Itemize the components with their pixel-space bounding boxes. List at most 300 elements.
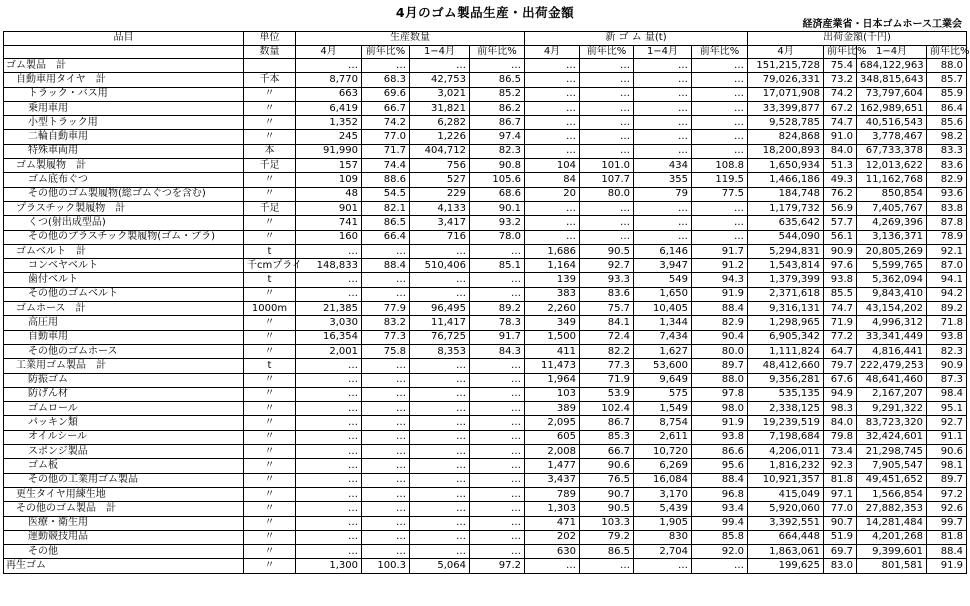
shipment-jan-apr-yoy: 95.1	[927, 402, 967, 416]
item-name: 医療・衛生用	[4, 516, 244, 530]
shipment-april: 1,543,814	[748, 259, 824, 273]
production-jan-apr-yoy: 86.2	[470, 101, 525, 115]
production-jan-apr-yoy: …	[470, 59, 525, 73]
production-jan-apr: 527	[410, 173, 470, 187]
shipment-jan-apr-yoy: 83.3	[927, 144, 967, 158]
production-april-yoy: …	[362, 473, 410, 487]
new-rubber-jan-apr-yoy: 93.4	[692, 502, 748, 516]
production-april-yoy: …	[362, 273, 410, 287]
new-rubber-april: 1,303	[525, 502, 580, 516]
new-rubber-jan-apr-yoy: 97.8	[692, 387, 748, 401]
new-rubber-jan-apr-yoy: 91.9	[692, 287, 748, 301]
item-name: パッキン類	[4, 416, 244, 430]
unit-cell: 本	[244, 144, 296, 158]
shipment-april-yoy: 90.7	[824, 516, 857, 530]
new-rubber-jan-apr-yoy: 91.2	[692, 259, 748, 273]
new-rubber-april: …	[525, 216, 580, 230]
production-jan-apr-yoy: …	[470, 387, 525, 401]
new-rubber-april: …	[525, 144, 580, 158]
new-rubber-jan-apr-yoy: 91.7	[692, 244, 748, 258]
new-rubber-april-yoy: 76.5	[580, 473, 634, 487]
production-jan-apr: …	[410, 445, 470, 459]
new-rubber-jan-apr: …	[634, 59, 692, 73]
shipment-jan-apr: 7,905,547	[857, 459, 927, 473]
item-name: 防げん材	[4, 387, 244, 401]
unit-cell: 〃	[244, 516, 296, 530]
new-rubber-april: 789	[525, 487, 580, 501]
shipment-jan-apr: 14,281,484	[857, 516, 927, 530]
shipment-jan-apr: 73,797,604	[857, 87, 927, 101]
unit-cell: 〃	[244, 330, 296, 344]
production-april: …	[296, 530, 362, 544]
shipment-jan-apr: 40,516,543	[857, 116, 927, 130]
production-jan-apr: …	[410, 545, 470, 559]
shipment-april: 635,642	[748, 216, 824, 230]
unit-cell: 〃	[244, 373, 296, 387]
header-yoy: 前年比%	[580, 45, 634, 59]
shipment-april-yoy: 94.9	[824, 387, 857, 401]
new-rubber-jan-apr: 575	[634, 387, 692, 401]
shipment-april: 1,650,934	[748, 159, 824, 173]
production-april: 157	[296, 159, 362, 173]
production-jan-apr: 4,133	[410, 201, 470, 215]
new-rubber-jan-apr: 53,600	[634, 359, 692, 373]
new-rubber-april-yoy: …	[580, 101, 634, 115]
new-rubber-jan-apr: 10,720	[634, 445, 692, 459]
shipment-jan-apr-yoy: 83.8	[927, 201, 967, 215]
new-rubber-jan-apr: …	[634, 101, 692, 115]
production-april: …	[296, 287, 362, 301]
table-body	[4, 59, 967, 574]
production-jan-apr-yoy: 97.2	[470, 559, 525, 573]
shipment-jan-apr: 4,816,441	[857, 344, 927, 358]
new-rubber-april: …	[525, 73, 580, 87]
production-april-yoy: 66.4	[362, 230, 410, 244]
item-name: その他のゴムベルト	[4, 287, 244, 301]
new-rubber-jan-apr-yoy: 95.6	[692, 459, 748, 473]
production-jan-apr-yoy: 86.7	[470, 116, 525, 130]
unit-cell: 〃	[244, 559, 296, 573]
new-rubber-jan-apr-yoy: 98.0	[692, 402, 748, 416]
table-row	[4, 116, 967, 130]
unit-cell: 〃	[244, 530, 296, 544]
new-rubber-jan-apr-yoy: …	[692, 201, 748, 215]
new-rubber-april-yoy: …	[580, 87, 634, 101]
table-row	[4, 402, 967, 416]
shipment-april-yoy: 69.7	[824, 545, 857, 559]
production-jan-apr-yoy: …	[470, 530, 525, 544]
production-april-yoy: …	[362, 359, 410, 373]
shipment-april: 151,215,728	[748, 59, 824, 73]
new-rubber-jan-apr: 16,084	[634, 473, 692, 487]
shipment-jan-apr: 48,641,460	[857, 373, 927, 387]
unit-cell: 〃	[244, 130, 296, 144]
shipment-jan-apr-yoy: 98.2	[927, 130, 967, 144]
shipment-jan-apr-yoy: 86.4	[927, 101, 967, 115]
shipment-april-yoy: 49.3	[824, 173, 857, 187]
production-april-yoy: …	[362, 387, 410, 401]
production-april-yoy: 54.5	[362, 187, 410, 201]
item-name: ゴムホース 計	[4, 302, 244, 316]
production-jan-apr: 1,226	[410, 130, 470, 144]
shipment-april: 6,905,342	[748, 330, 824, 344]
shipment-jan-apr-yoy: 94.1	[927, 273, 967, 287]
table-row	[4, 359, 967, 373]
production-jan-apr-yoy: 97.4	[470, 130, 525, 144]
new-rubber-april: 202	[525, 530, 580, 544]
shipment-jan-apr: 49,451,652	[857, 473, 927, 487]
header-production: 生産数量	[296, 32, 525, 46]
production-jan-apr: 11,417	[410, 316, 470, 330]
new-rubber-april: 139	[525, 273, 580, 287]
item-name: 歯付ベルト	[4, 273, 244, 287]
production-april-yoy: 82.1	[362, 201, 410, 215]
new-rubber-april-yoy: 77.3	[580, 359, 634, 373]
shipment-april: 17,071,908	[748, 87, 824, 101]
shipment-jan-apr-yoy: 81.8	[927, 530, 967, 544]
item-name: トラック・バス用	[4, 87, 244, 101]
new-rubber-jan-apr: 549	[634, 273, 692, 287]
production-april: 1,352	[296, 116, 362, 130]
shipment-jan-apr: 3,778,467	[857, 130, 927, 144]
new-rubber-april-yoy: 82.2	[580, 344, 634, 358]
new-rubber-april-yoy: …	[580, 59, 634, 73]
production-april: 148,833	[296, 259, 362, 273]
new-rubber-april: …	[525, 130, 580, 144]
table-row	[4, 416, 967, 430]
production-jan-apr: …	[410, 430, 470, 444]
table-row	[4, 302, 967, 316]
new-rubber-jan-apr-yoy: 80.0	[692, 344, 748, 358]
new-rubber-april-yoy: 86.7	[580, 416, 634, 430]
production-jan-apr-yoy: …	[470, 273, 525, 287]
item-name: 自動車用タイヤ 計	[4, 73, 244, 87]
new-rubber-jan-apr-yoy: 96.8	[692, 487, 748, 501]
production-april-yoy: 88.4	[362, 259, 410, 273]
shipment-jan-apr: 4,269,396	[857, 216, 927, 230]
new-rubber-jan-apr: 1,344	[634, 316, 692, 330]
production-april-yoy: …	[362, 430, 410, 444]
header-april: 4月	[525, 45, 580, 59]
production-april: …	[296, 373, 362, 387]
table-row	[4, 230, 967, 244]
shipment-april-yoy: 56.1	[824, 230, 857, 244]
new-rubber-april: 471	[525, 516, 580, 530]
shipment-april: 2,338,125	[748, 402, 824, 416]
production-april-yoy: 69.6	[362, 87, 410, 101]
new-rubber-jan-apr: 3,170	[634, 487, 692, 501]
table-row	[4, 530, 967, 544]
shipment-jan-apr: 7,405,767	[857, 201, 927, 215]
shipment-april: 79,026,331	[748, 73, 824, 87]
new-rubber-april: …	[525, 87, 580, 101]
header-april: 4月	[748, 45, 824, 59]
item-name: その他	[4, 545, 244, 559]
shipment-april-yoy: 98.3	[824, 402, 857, 416]
header-jan-apr: 1−4月	[634, 45, 692, 59]
production-april-yoy: …	[362, 416, 410, 430]
shipment-april-yoy: 79.7	[824, 359, 857, 373]
shipment-jan-apr: 21,298,745	[857, 445, 927, 459]
shipment-april: 1,179,732	[748, 201, 824, 215]
item-name: ゴムロール	[4, 402, 244, 416]
shipment-jan-apr: 32,424,601	[857, 430, 927, 444]
header-jan-apr: 1−4月	[857, 45, 927, 59]
production-jan-apr-yoy: …	[470, 445, 525, 459]
new-rubber-jan-apr: 6,146	[634, 244, 692, 258]
new-rubber-april-yoy: 75.7	[580, 302, 634, 316]
header-shipment: 出荷金額(千円)	[748, 32, 967, 46]
production-april-yoy: 68.3	[362, 73, 410, 87]
shipment-jan-apr-yoy: 99.7	[927, 516, 967, 530]
table-row	[4, 87, 967, 101]
shipment-jan-apr: 1,566,854	[857, 487, 927, 501]
new-rubber-jan-apr-yoy: 88.4	[692, 473, 748, 487]
item-name: ゴムベルト 計	[4, 244, 244, 258]
production-jan-apr-yoy: 78.0	[470, 230, 525, 244]
production-jan-apr-yoy: 68.6	[470, 187, 525, 201]
header-yoy: 前年比%	[470, 45, 525, 59]
new-rubber-jan-apr: …	[634, 216, 692, 230]
unit-cell: 千cmプライ	[244, 259, 296, 273]
shipment-jan-apr: 20,805,269	[857, 244, 927, 258]
production-jan-apr: 31,821	[410, 101, 470, 115]
unit-cell: 〃	[244, 101, 296, 115]
production-april-yoy: 88.6	[362, 173, 410, 187]
item-name: 防振ゴム	[4, 373, 244, 387]
shipment-jan-apr-yoy: 91.9	[927, 559, 967, 573]
header-april: 4月	[296, 45, 362, 59]
shipment-april: 4,206,011	[748, 445, 824, 459]
production-jan-apr: 6,282	[410, 116, 470, 130]
new-rubber-jan-apr-yoy: …	[692, 101, 748, 115]
item-name: ゴム製履物 計	[4, 159, 244, 173]
shipment-april: 415,049	[748, 487, 824, 501]
production-jan-apr: 42,753	[410, 73, 470, 87]
header-quantity: 数量	[244, 45, 296, 59]
item-name: 二輪自動車用	[4, 130, 244, 144]
production-jan-apr: …	[410, 359, 470, 373]
production-april: …	[296, 516, 362, 530]
shipment-jan-apr-yoy: 91.1	[927, 430, 967, 444]
production-jan-apr: …	[410, 387, 470, 401]
production-jan-apr-yoy: 85.2	[470, 87, 525, 101]
new-rubber-april: 1,164	[525, 259, 580, 273]
shipment-april-yoy: 56.9	[824, 201, 857, 215]
production-jan-apr: …	[410, 516, 470, 530]
new-rubber-april-yoy: 83.6	[580, 287, 634, 301]
new-rubber-jan-apr: 2,704	[634, 545, 692, 559]
shipment-jan-apr: 2,167,207	[857, 387, 927, 401]
production-april-yoy: 71.7	[362, 144, 410, 158]
shipment-jan-apr-yoy: 85.6	[927, 116, 967, 130]
production-table	[3, 31, 970, 574]
new-rubber-april: 1,964	[525, 373, 580, 387]
production-april-yoy: 86.5	[362, 216, 410, 230]
new-rubber-jan-apr-yoy: …	[692, 87, 748, 101]
new-rubber-jan-apr: 1,549	[634, 402, 692, 416]
unit-cell: 〃	[244, 216, 296, 230]
shipment-april-yoy: 83.0	[824, 559, 857, 573]
shipment-april-yoy: 77.2	[824, 330, 857, 344]
table-row	[4, 287, 967, 301]
new-rubber-april-yoy: 86.5	[580, 545, 634, 559]
production-jan-apr: 756	[410, 159, 470, 173]
production-april-yoy: …	[362, 402, 410, 416]
unit-cell: 〃	[244, 187, 296, 201]
new-rubber-april: …	[525, 116, 580, 130]
shipment-jan-apr: 3,136,371	[857, 230, 927, 244]
shipment-april: 18,200,893	[748, 144, 824, 158]
new-rubber-april: 411	[525, 344, 580, 358]
unit-cell: 〃	[244, 487, 296, 501]
production-jan-apr: …	[410, 473, 470, 487]
production-april: …	[296, 545, 362, 559]
item-name: ゴム製品 計	[4, 59, 244, 73]
production-april-yoy: 77.3	[362, 330, 410, 344]
unit-cell	[244, 59, 296, 73]
production-april-yoy: 77.0	[362, 130, 410, 144]
new-rubber-april: 1,477	[525, 459, 580, 473]
new-rubber-jan-apr-yoy: 92.0	[692, 545, 748, 559]
new-rubber-jan-apr: 8,754	[634, 416, 692, 430]
production-april: …	[296, 502, 362, 516]
shipment-jan-apr: 11,162,768	[857, 173, 927, 187]
table-row	[4, 373, 967, 387]
table-row	[4, 545, 967, 559]
new-rubber-april: …	[525, 559, 580, 573]
shipment-jan-apr-yoy: 87.0	[927, 259, 967, 273]
production-jan-apr: …	[410, 416, 470, 430]
production-april: …	[296, 359, 362, 373]
new-rubber-april: 20	[525, 187, 580, 201]
new-rubber-april: 349	[525, 316, 580, 330]
table-header	[4, 32, 970, 59]
table-row	[4, 201, 967, 215]
new-rubber-jan-apr-yoy: 91.9	[692, 416, 748, 430]
new-rubber-april: 389	[525, 402, 580, 416]
header-item-blank	[4, 45, 244, 59]
shipment-april: 5,920,060	[748, 502, 824, 516]
production-april-yoy: …	[362, 445, 410, 459]
shipment-jan-apr-yoy: 92.7	[927, 416, 967, 430]
table-row	[4, 73, 967, 87]
production-jan-apr-yoy: 90.8	[470, 159, 525, 173]
production-jan-apr-yoy: …	[470, 502, 525, 516]
production-april: …	[296, 459, 362, 473]
production-jan-apr: …	[410, 373, 470, 387]
production-jan-apr: …	[410, 487, 470, 501]
new-rubber-jan-apr: …	[634, 116, 692, 130]
production-jan-apr-yoy: …	[470, 402, 525, 416]
table-row	[4, 316, 967, 330]
shipment-april: 10,921,357	[748, 473, 824, 487]
shipment-jan-apr-yoy: 83.6	[927, 159, 967, 173]
table-row	[4, 101, 967, 115]
new-rubber-april-yoy: …	[580, 73, 634, 87]
production-jan-apr-yoy: …	[470, 516, 525, 530]
table-row	[4, 273, 967, 287]
item-name: 更生タイヤ用練生地	[4, 487, 244, 501]
production-jan-apr: 404,712	[410, 144, 470, 158]
shipment-april-yoy: 57.7	[824, 216, 857, 230]
new-rubber-jan-apr-yoy: …	[692, 144, 748, 158]
new-rubber-jan-apr: …	[634, 73, 692, 87]
production-jan-apr-yoy: 89.2	[470, 302, 525, 316]
new-rubber-april-yoy: 90.5	[580, 502, 634, 516]
new-rubber-april: 383	[525, 287, 580, 301]
table-row	[4, 430, 967, 444]
production-april-yoy: 100.3	[362, 559, 410, 573]
unit-cell: 千本	[244, 73, 296, 87]
production-april: 6,419	[296, 101, 362, 115]
new-rubber-april: 11,473	[525, 359, 580, 373]
unit-cell: t	[244, 273, 296, 287]
production-jan-apr: 3,417	[410, 216, 470, 230]
table-row	[4, 244, 967, 258]
shipment-april: 5,294,831	[748, 244, 824, 258]
new-rubber-april: 103	[525, 387, 580, 401]
shipment-april-yoy: 73.4	[824, 445, 857, 459]
production-jan-apr-yoy: 85.1	[470, 259, 525, 273]
shipment-jan-apr-yoy: 92.1	[927, 244, 967, 258]
shipment-april-yoy: 97.6	[824, 259, 857, 273]
shipment-jan-apr: 222,479,253	[857, 359, 927, 373]
table-row	[4, 473, 967, 487]
page-title: 4月のゴム製品生産・出荷金額	[395, 5, 575, 20]
new-rubber-april-yoy: 90.7	[580, 487, 634, 501]
production-jan-apr: 8,353	[410, 344, 470, 358]
new-rubber-april: 2,095	[525, 416, 580, 430]
shipment-jan-apr-yoy: 87.8	[927, 216, 967, 230]
unit-cell: 〃	[244, 230, 296, 244]
production-april-yoy: …	[362, 516, 410, 530]
header-yoy: 前年比%	[824, 45, 857, 59]
new-rubber-jan-apr-yoy: …	[692, 559, 748, 573]
production-april: 901	[296, 201, 362, 215]
production-april: …	[296, 387, 362, 401]
production-jan-apr: …	[410, 244, 470, 258]
production-jan-apr-yoy: …	[470, 416, 525, 430]
shipment-april-yoy: 85.5	[824, 287, 857, 301]
shipment-jan-apr: 162,989,651	[857, 101, 927, 115]
shipment-april: 33,399,877	[748, 101, 824, 115]
production-april: 16,354	[296, 330, 362, 344]
item-name: 工業用ゴム製品 計	[4, 359, 244, 373]
new-rubber-jan-apr-yoy: 86.6	[692, 445, 748, 459]
shipment-april-yoy: 91.0	[824, 130, 857, 144]
new-rubber-jan-apr-yoy: 108.8	[692, 159, 748, 173]
production-april: 2,001	[296, 344, 362, 358]
shipment-april: 9,528,785	[748, 116, 824, 130]
production-jan-apr-yoy: 105.6	[470, 173, 525, 187]
table-row	[4, 459, 967, 473]
shipment-april-yoy: 64.7	[824, 344, 857, 358]
shipment-april: 544,090	[748, 230, 824, 244]
shipment-april-yoy: 81.8	[824, 473, 857, 487]
production-april-yoy: 83.2	[362, 316, 410, 330]
item-name: コンベヤベルト	[4, 259, 244, 273]
production-jan-apr-yoy: 84.3	[470, 344, 525, 358]
new-rubber-april-yoy: 72.4	[580, 330, 634, 344]
shipment-april-yoy: 79.8	[824, 430, 857, 444]
shipment-jan-apr: 9,843,410	[857, 287, 927, 301]
new-rubber-jan-apr: …	[634, 559, 692, 573]
unit-cell: 〃	[244, 445, 296, 459]
new-rubber-april: 3,437	[525, 473, 580, 487]
shipment-april-yoy: 74.2	[824, 87, 857, 101]
new-rubber-jan-apr: 434	[634, 159, 692, 173]
